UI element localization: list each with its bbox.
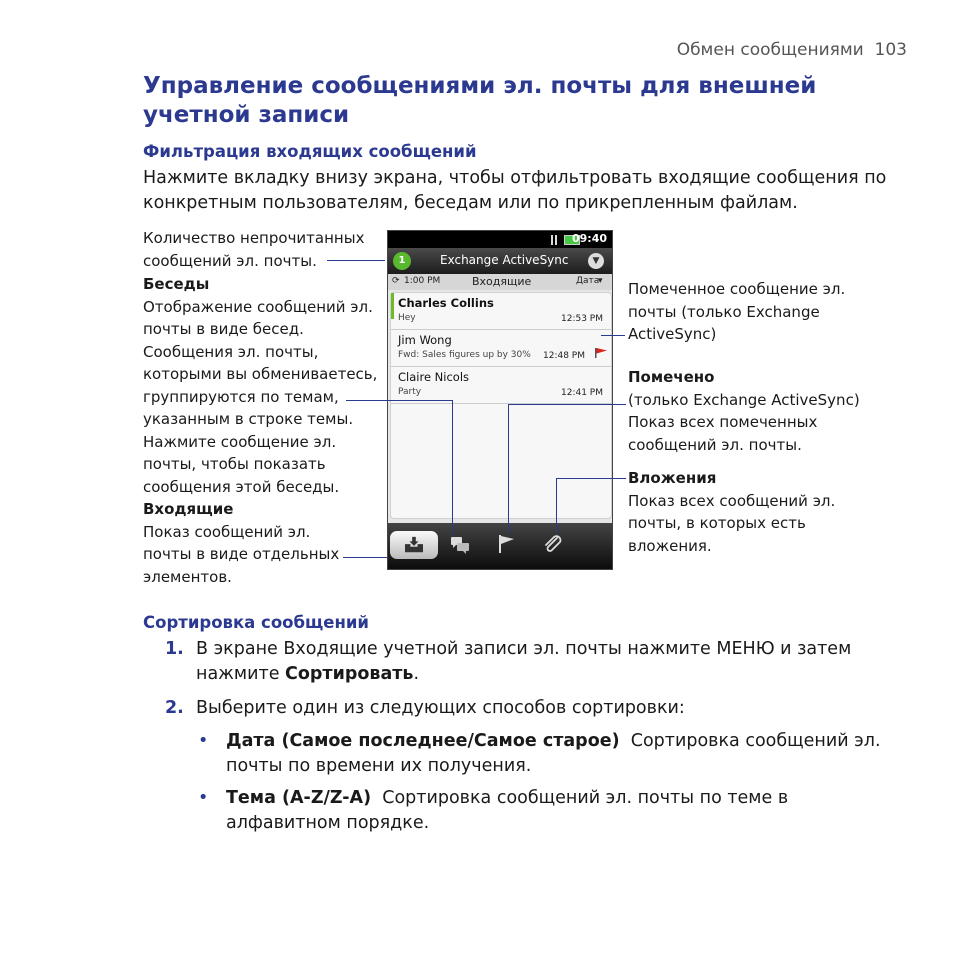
- dropdown-icon[interactable]: ▼: [588, 253, 604, 269]
- step-2-text: Выберите один из следующих способов сортировки:: [196, 698, 685, 718]
- step-number: 2.: [165, 698, 184, 718]
- callout-inbox-title: Входящие: [143, 500, 234, 518]
- callout-attachments-title: Вложения: [628, 469, 717, 487]
- bullet-subject-label: Тема (A-Z/Z-A): [226, 788, 372, 808]
- filter-heading: Фильтрация входящих сообщений: [143, 142, 477, 161]
- message-list: [388, 290, 612, 523]
- page-title: Управление сообщениями эл. почты для внешней учетной записи: [143, 73, 817, 128]
- leader-line: [343, 557, 387, 558]
- callout-inbox-text: Показ сообщений эл. почты в виде отдельных элементов.: [143, 522, 340, 586]
- leader-line: [508, 404, 509, 534]
- callout-unread-count: Количество непрочитанных сообщений эл. почты.: [143, 229, 365, 270]
- message-sender: Claire Nicols: [398, 370, 470, 384]
- signal-icon: [551, 235, 561, 245]
- filter-text: Нажмите вкладку внизу экрана, чтобы отфильтровать входящие сообщения по конкретным пользователям, беседам или по прикрепленным файлам.: [143, 168, 887, 213]
- flagged-icon[interactable]: [496, 534, 516, 554]
- callout-flagged: [628, 366, 868, 456]
- tab-inbox[interactable]: [390, 531, 438, 559]
- leader-line: [327, 260, 385, 261]
- callout-attachments-text: Показ всех сообщений эл. почты, в которых есть вложения.: [628, 491, 836, 555]
- bullet-icon: •: [198, 788, 209, 808]
- bullet-icon: •: [198, 731, 209, 751]
- status-bar: [388, 231, 612, 248]
- leader-line: [452, 400, 453, 535]
- sync-time: 1:00 PM: [404, 276, 441, 286]
- callout-flagged-text: (только Exchange ActiveSync) Показ всех помеченных сообщений эл. почты.: [628, 390, 860, 454]
- step-number: 1.: [165, 639, 184, 659]
- header-section: Обмен сообщениями: [676, 40, 864, 60]
- unread-count-badge: 1: [393, 252, 411, 270]
- message-subject: Hey: [398, 313, 416, 323]
- account-bar[interactable]: [388, 248, 612, 274]
- folder-name[interactable]: Входящие: [472, 275, 532, 288]
- callout-flagged-title: Помечено: [628, 368, 715, 386]
- inbox-icon: [403, 536, 425, 554]
- message-time: 12:53 PM: [561, 314, 603, 324]
- message-row[interactable]: [391, 330, 611, 367]
- leader-line: [556, 478, 557, 534]
- step-1-bold: Сортировать: [285, 664, 414, 684]
- refresh-icon: ⟳: [392, 276, 400, 286]
- leader-line: [346, 400, 453, 401]
- sort-arrow-icon: ▾: [598, 276, 603, 286]
- step-1-end: .: [413, 664, 420, 684]
- leader-line: [508, 404, 626, 405]
- account-name: Exchange ActiveSync: [440, 253, 569, 267]
- message-sender: Jim Wong: [398, 333, 452, 347]
- message-time: 12:48 PM: [543, 351, 585, 361]
- page-number: 103: [874, 40, 907, 60]
- message-subject: Fwd: Sales figures up by 30%: [398, 350, 531, 360]
- leader-line: [556, 478, 626, 479]
- callout-conversations: [143, 273, 383, 498]
- callout-conversations-text: Отображение сообщений эл. почты в виде бесед. Сообщения эл. почты, которыми вы обмениваетесь, группируются по темам, указанным в строке темы. Нажмите сообщение эл. почты, чтобы показать сообщения этой беседы.: [143, 297, 378, 496]
- bullet-date-text: Сортировка сообщений эл. почты по времени их получения.: [226, 731, 881, 776]
- message-row[interactable]: [391, 293, 611, 330]
- conversations-icon[interactable]: [450, 535, 470, 555]
- clock: 09:40: [571, 232, 607, 245]
- bullet-date-label: Дата (Самое последнее/Самое старое): [226, 731, 620, 751]
- bullet-subject: [226, 786, 886, 836]
- message-subject: Party: [398, 387, 422, 397]
- flag-icon: [595, 348, 607, 358]
- message-row[interactable]: [391, 367, 611, 404]
- step-1: [196, 637, 876, 687]
- step-1-text: В экране Входящие учетной записи эл. почты нажмите МЕНЮ и затем нажмите: [196, 639, 852, 684]
- callout-conversations-title: Беседы: [143, 275, 210, 293]
- sort-label[interactable]: Дата: [576, 276, 600, 286]
- message-time: 12:41 PM: [561, 388, 603, 398]
- bullet-date: [226, 729, 886, 779]
- sort-heading: Сортировка сообщений: [143, 613, 369, 632]
- tab-bar: [388, 523, 612, 569]
- running-header: [677, 40, 907, 60]
- attachment-icon[interactable]: [543, 534, 563, 554]
- callout-flagged-message: Помеченное сообщение эл. почты (только Exchange ActiveSync): [628, 280, 846, 343]
- unread-indicator: [391, 293, 394, 319]
- bullet-subject-text: Сортировка сообщений эл. почты по теме в алфавитном порядке.: [226, 788, 789, 833]
- message-card: [390, 292, 612, 519]
- callout-inbox: [143, 498, 348, 588]
- message-sender: Charles Collins: [398, 296, 494, 310]
- callout-attachments: [628, 467, 868, 557]
- folder-bar: [388, 274, 612, 290]
- leader-line: [601, 335, 625, 336]
